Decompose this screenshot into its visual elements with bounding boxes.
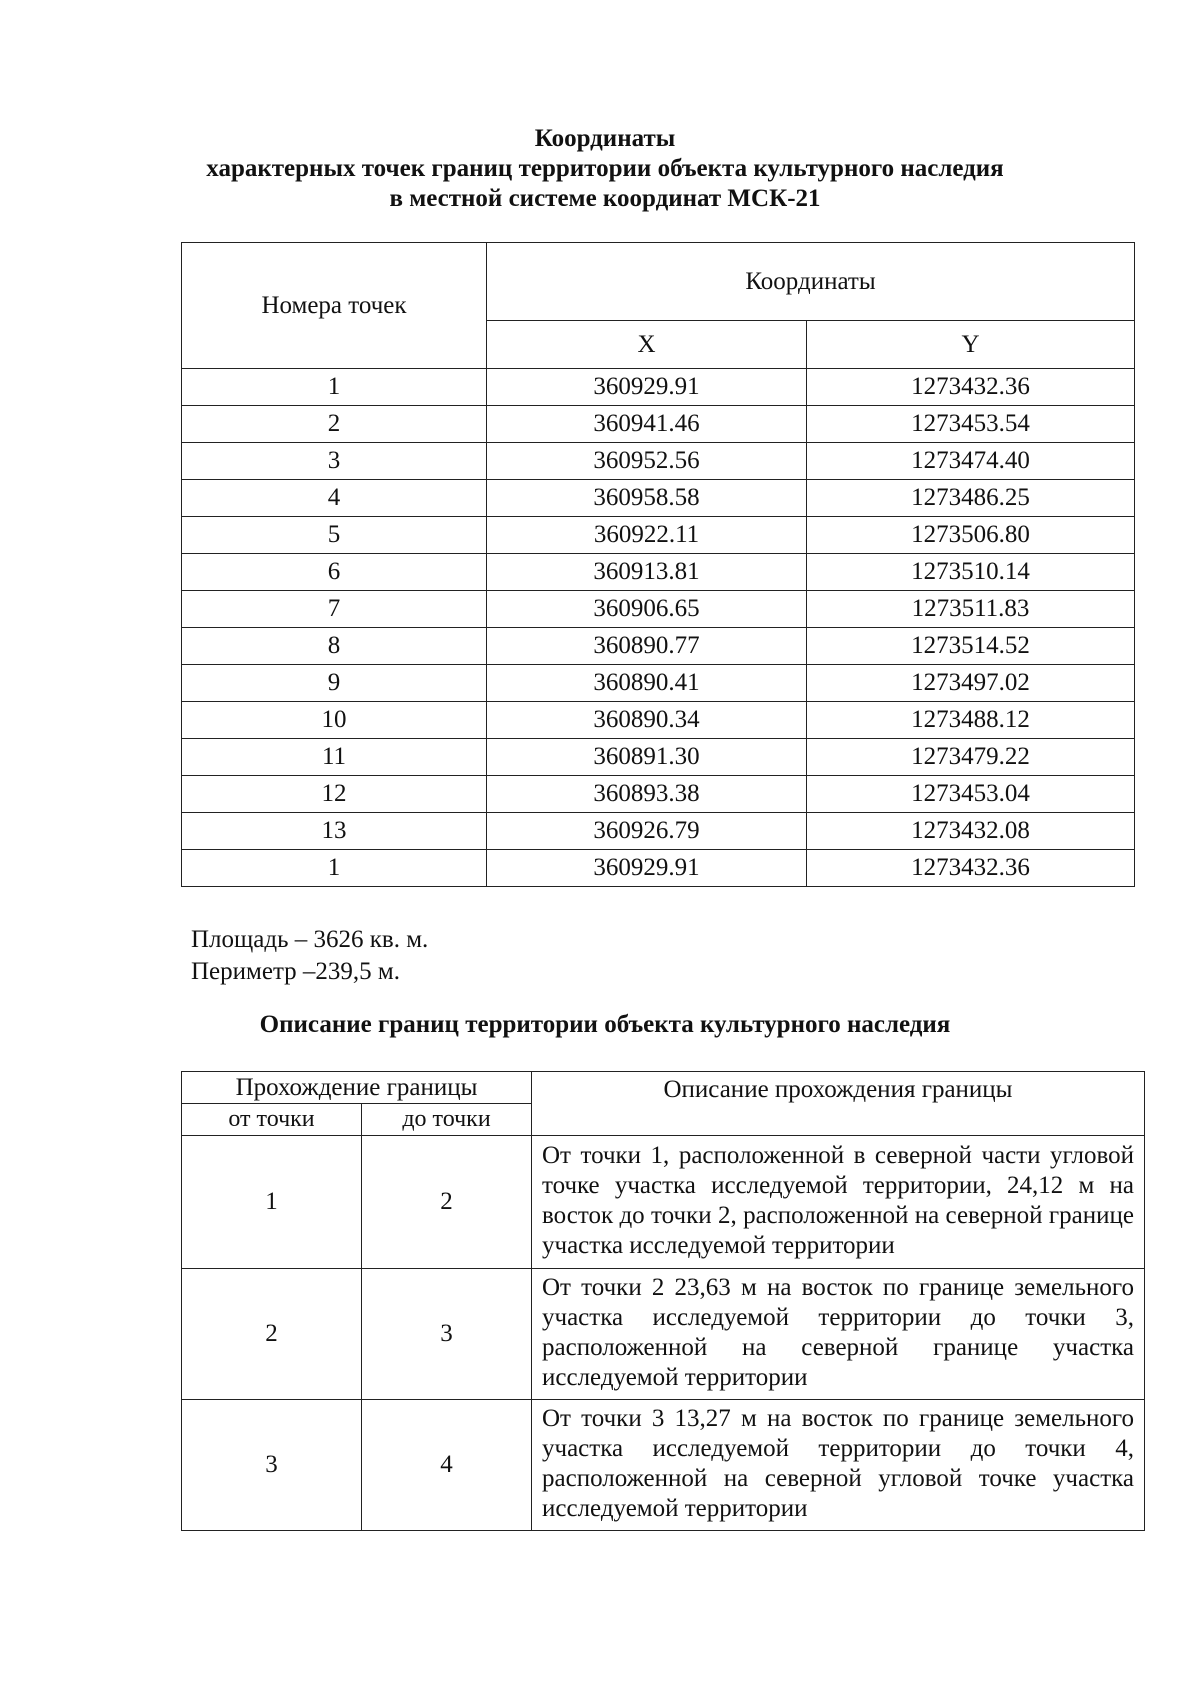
- point-number-cell: 6: [182, 554, 487, 591]
- table-row: [182, 739, 1135, 776]
- boundary-description-table: [181, 1071, 1145, 1531]
- description-text-cell: От точки 3 13,27 м на восток по границе земельного участка исследуемой территории до точки 4, расположенной на северной угловой точке участка исследуемой территории: [532, 1400, 1145, 1531]
- x-coordinate-cell: 360893.38: [487, 776, 807, 813]
- point-number-cell: 11: [182, 739, 487, 776]
- header-y: Y: [807, 321, 1135, 369]
- header-coordinates: Координаты: [487, 243, 1135, 321]
- y-coordinate-cell: 1273479.22: [807, 739, 1135, 776]
- x-coordinate-cell: 360958.58: [487, 480, 807, 517]
- x-coordinate-cell: 360890.34: [487, 702, 807, 739]
- title-line-3: в местной системе координат МСК-21: [389, 185, 821, 212]
- x-coordinate-cell: 360913.81: [487, 554, 807, 591]
- y-coordinate-cell: 1273486.25: [807, 480, 1135, 517]
- x-coordinate-cell: 360941.46: [487, 406, 807, 443]
- y-coordinate-cell: 1273497.02: [807, 665, 1135, 702]
- point-number-cell: 5: [182, 517, 487, 554]
- y-coordinate-cell: 1273474.40: [807, 443, 1135, 480]
- point-number-cell: 10: [182, 702, 487, 739]
- y-coordinate-cell: 1273506.80: [807, 517, 1135, 554]
- point-number-cell: 1: [182, 369, 487, 406]
- table-row: [182, 776, 1135, 813]
- perimeter-text: Периметр –239,5 м.: [191, 958, 400, 985]
- table-row: [182, 369, 1135, 406]
- header-point-numbers: Номера точек: [182, 243, 487, 369]
- y-coordinate-cell: 1273453.54: [807, 406, 1135, 443]
- description-text-cell: От точки 2 23,63 м на восток по границе земельного участка исследуемой территории до точки 3, расположенной на северной границе участка исследуемой территории: [532, 1269, 1145, 1400]
- table-row: [182, 1269, 1145, 1400]
- x-coordinate-cell: 360922.11: [487, 517, 807, 554]
- point-number-cell: 1: [182, 850, 487, 887]
- point-number-cell: 8: [182, 628, 487, 665]
- description-title: Описание границ территории объекта культурного наследия: [259, 1011, 951, 1038]
- header-x: X: [487, 321, 807, 369]
- table-row: [182, 1136, 1145, 1269]
- header-from-point: от точки: [182, 1104, 362, 1136]
- table-row: [182, 628, 1135, 665]
- x-coordinate-cell: 360906.65: [487, 591, 807, 628]
- table-row: [182, 813, 1135, 850]
- y-coordinate-cell: 1273432.36: [807, 369, 1135, 406]
- x-coordinate-cell: 360929.91: [487, 850, 807, 887]
- point-number-cell: 9: [182, 665, 487, 702]
- y-coordinate-cell: 1273511.83: [807, 591, 1135, 628]
- header-passage-description: Описание прохождения границы: [532, 1072, 1145, 1136]
- table-row: [182, 517, 1135, 554]
- point-number-cell: 7: [182, 591, 487, 628]
- point-number-cell: 3: [182, 443, 487, 480]
- x-coordinate-cell: 360926.79: [487, 813, 807, 850]
- description-text-cell: От точки 1, расположенной в северной части угловой точке участка исследуемой территории, 24,12 м на восток до точки 2, расположенной на северной границе участка исследуемой территории: [532, 1136, 1145, 1269]
- from-point-cell: 2: [182, 1269, 362, 1400]
- table-row: [182, 665, 1135, 702]
- title-line-2: характерных точек границ территории объекта культурного наследия: [206, 155, 1004, 182]
- x-coordinate-cell: 360929.91: [487, 369, 807, 406]
- table-row: [182, 1400, 1145, 1531]
- y-coordinate-cell: 1273488.12: [807, 702, 1135, 739]
- area-perimeter-block: [191, 924, 428, 988]
- point-number-cell: 12: [182, 776, 487, 813]
- y-coordinate-cell: 1273510.14: [807, 554, 1135, 591]
- from-point-cell: 1: [182, 1136, 362, 1269]
- y-coordinate-cell: 1273453.04: [807, 776, 1135, 813]
- x-coordinate-cell: 360952.56: [487, 443, 807, 480]
- y-coordinate-cell: 1273432.08: [807, 813, 1135, 850]
- y-coordinate-cell: 1273514.52: [807, 628, 1135, 665]
- area-text: Площадь – 3626 кв. м.: [191, 926, 429, 953]
- table-row: [182, 443, 1135, 480]
- title-line-1: Координаты: [534, 125, 676, 152]
- from-point-cell: 3: [182, 1400, 362, 1531]
- header-boundary-passage: Прохождение границы: [182, 1072, 532, 1104]
- x-coordinate-cell: 360891.30: [487, 739, 807, 776]
- header-to-point: до точки: [362, 1104, 532, 1136]
- point-number-cell: 2: [182, 406, 487, 443]
- table-row: [182, 480, 1135, 517]
- table-row: [182, 554, 1135, 591]
- table-row: [182, 406, 1135, 443]
- point-number-cell: 4: [182, 480, 487, 517]
- x-coordinate-cell: 360890.41: [487, 665, 807, 702]
- document-title: [180, 124, 1030, 214]
- to-point-cell: 4: [362, 1400, 532, 1531]
- to-point-cell: 3: [362, 1269, 532, 1400]
- table-row: [182, 850, 1135, 887]
- point-number-cell: 13: [182, 813, 487, 850]
- coordinates-table: [181, 242, 1135, 887]
- y-coordinate-cell: 1273432.36: [807, 850, 1135, 887]
- table-row: [182, 591, 1135, 628]
- x-coordinate-cell: 360890.77: [487, 628, 807, 665]
- table-row: [182, 702, 1135, 739]
- to-point-cell: 2: [362, 1136, 532, 1269]
